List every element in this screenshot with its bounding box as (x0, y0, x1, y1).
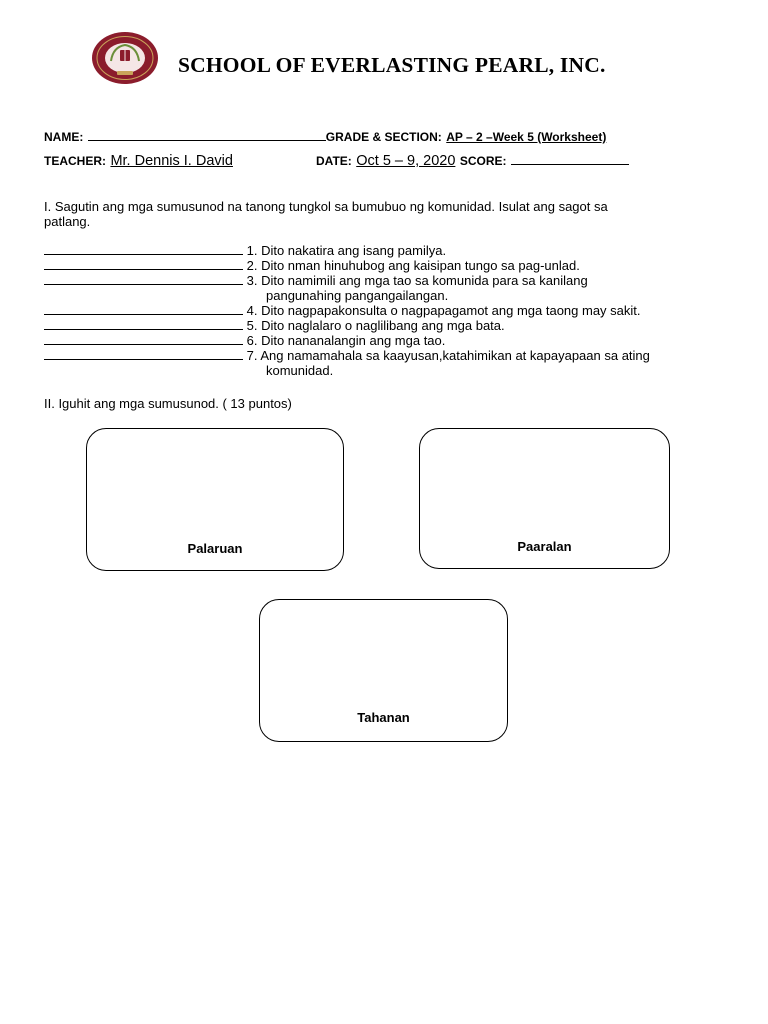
name-blank[interactable] (88, 129, 326, 141)
answer-blank-1[interactable] (44, 243, 243, 255)
answer-blank-6[interactable] (44, 333, 243, 345)
question-3 (44, 273, 588, 288)
grade-label: GRADE & SECTION: (325, 130, 442, 144)
question-6 (44, 333, 445, 348)
box-label: Palaruan (187, 541, 243, 556)
teacher-label: TEACHER: (44, 154, 106, 168)
drawing-box-tahanan[interactable] (259, 599, 508, 742)
date-label: DATE: (316, 154, 352, 168)
question-text-cont: komunidad. (266, 363, 334, 378)
question-text: 6. Dito nananalangin ang mga tao. (246, 333, 446, 348)
name-row (44, 128, 606, 146)
score-blank[interactable] (511, 153, 629, 165)
teacher-row (44, 152, 233, 170)
answer-blank-4[interactable] (44, 303, 243, 315)
school-logo (91, 31, 159, 85)
teacher-value: Mr. Dennis I. David (110, 153, 233, 169)
answer-blank-7[interactable] (44, 348, 243, 360)
question-5 (44, 318, 505, 333)
question-text: 1. Dito nakatira ang isang pamilya. (246, 243, 447, 258)
question-text: 2. Dito nman hinuhubog ang kaisipan tungo sa pag-unlad. (246, 258, 580, 273)
question-text: 3. Dito namimili ang mga tao sa komunida para sa kanilang (246, 273, 588, 288)
box-label: Tahanan (357, 710, 410, 725)
question-4 (44, 303, 641, 318)
question-2 (44, 258, 580, 273)
drawing-box-palaruan[interactable] (86, 428, 344, 571)
part2-instruction: II. Iguhit ang mga sumusunod. ( 13 puntos) (44, 396, 292, 411)
question-7 (44, 348, 650, 363)
school-title: SCHOOL OF EVERLASTING PEARL, INC. (178, 53, 606, 77)
answer-blank-2[interactable] (44, 258, 243, 270)
question-1 (44, 243, 446, 258)
question-text: 7. Ang namamahala sa kaayusan,katahimikan at kapayapaan sa ating (246, 348, 650, 363)
grade-value: AP – 2 –Week 5 (Worksheet) (446, 130, 607, 144)
question-text-cont: pangunahing pangangailangan. (266, 288, 449, 303)
answer-blank-3[interactable] (44, 273, 243, 285)
date-value: Oct 5 – 9, 2020 (356, 153, 456, 169)
answer-blank-5[interactable] (44, 318, 243, 330)
drawing-box-paaralan[interactable] (419, 428, 670, 569)
part1-instruction: I. Sagutin ang mga sumusunod na tanong tungkol sa bumubuo ng komunidad. Isulat ang sagot sa (44, 199, 608, 214)
question-text: 5. Dito naglalaro o naglilibang ang mga bata. (246, 318, 505, 333)
score-label: SCORE: (459, 154, 507, 168)
date-score-row (316, 152, 629, 170)
question-text: 4. Dito nagpapakonsulta o nagpapagamot ang mga taong may sakit. (246, 303, 641, 318)
box-label: Paaralan (517, 539, 572, 554)
name-label: NAME: (44, 130, 84, 144)
part1-instruction-cont: patlang. (44, 214, 91, 229)
